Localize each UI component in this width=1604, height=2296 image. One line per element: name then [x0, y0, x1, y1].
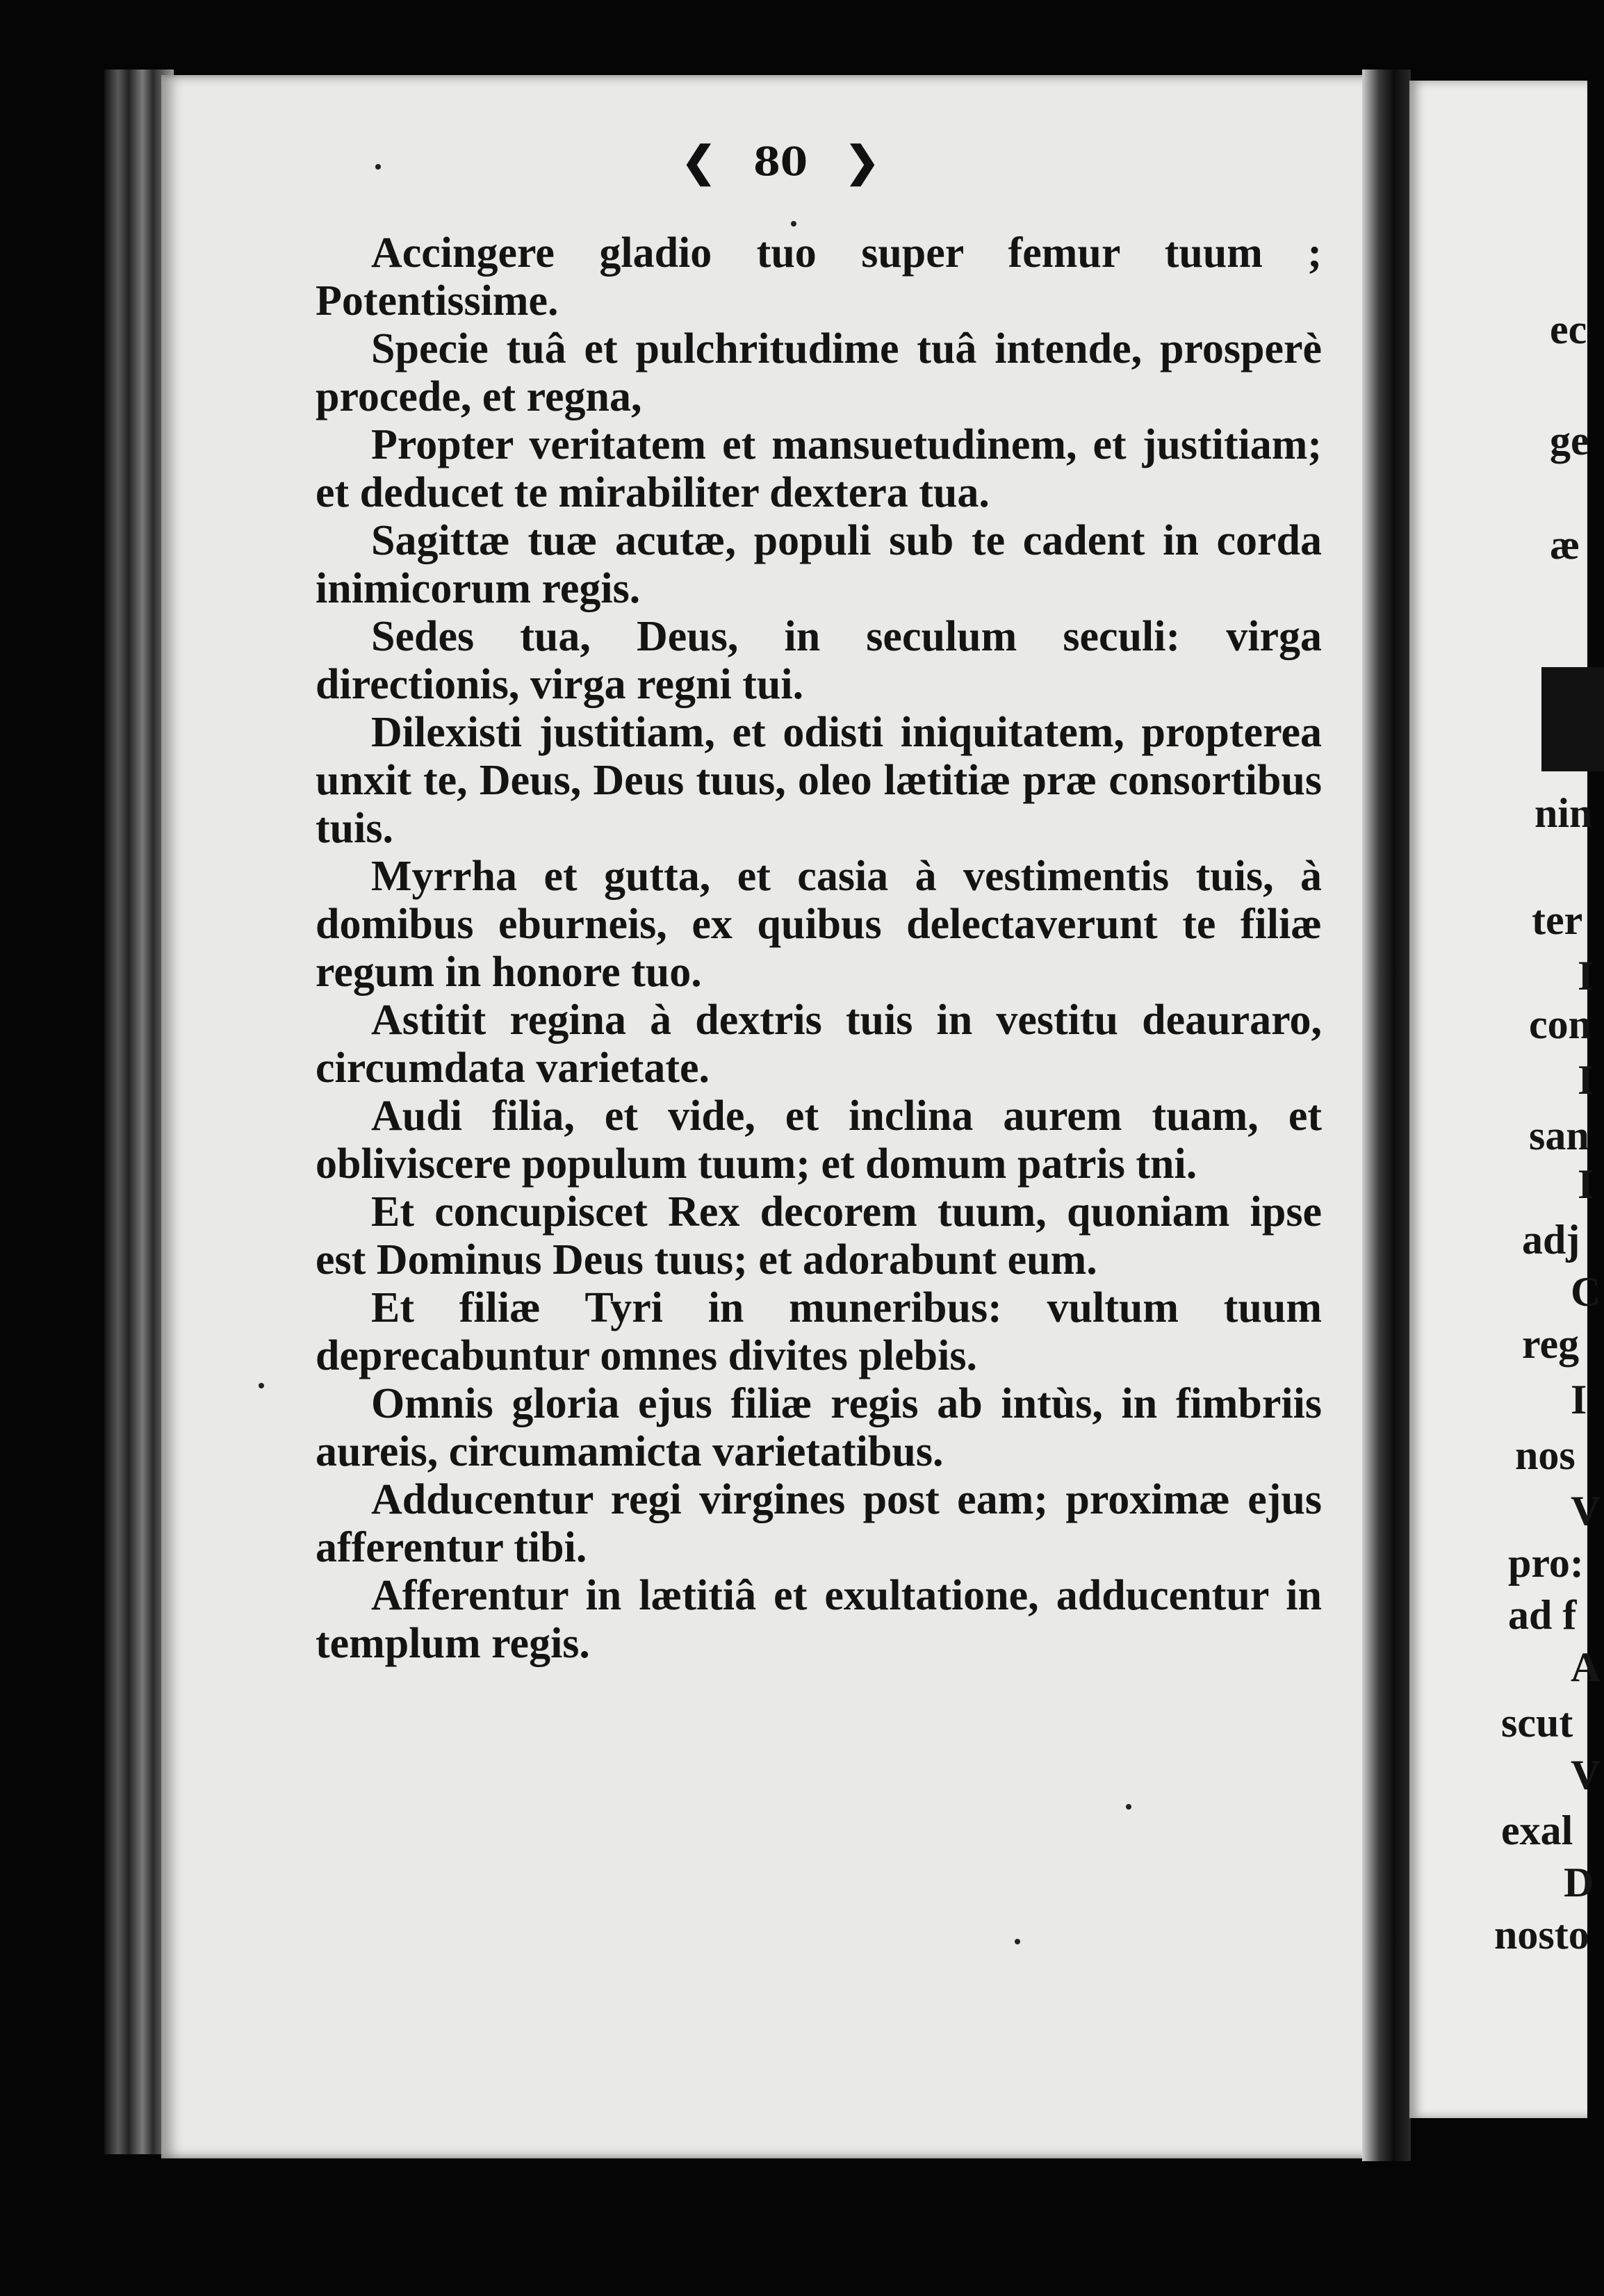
fragment-text: V: [1571, 1488, 1601, 1534]
verse: Specie tuâ et pulchritudime tuâ intende, prosperè procede, et regna,: [316, 325, 1322, 420]
verse: Astitit regina à dextris tuis in vestitu deauraro, circumdata varietate.: [316, 997, 1322, 1092]
fragment-text: nos: [1515, 1432, 1576, 1478]
fragment-text: exal: [1501, 1807, 1573, 1853]
verse: Adducentur regi virgines post eam; proximæ ejus afferentur tibi.: [316, 1476, 1322, 1571]
fragment-text: I: [1578, 953, 1594, 999]
paper-speck: [791, 221, 796, 227]
verse: Omnis gloria ejus filiæ regis ab intùs, in fimbriis aureis, circumamicta varietatibus.: [316, 1380, 1322, 1475]
fragment-text: A: [1571, 1644, 1601, 1690]
paper-speck: [1126, 1804, 1131, 1810]
fragment-text: ad f: [1508, 1592, 1577, 1638]
fragment-text: scut: [1501, 1700, 1573, 1746]
fragment-text: I: [1578, 1161, 1594, 1207]
fragment-text: adj: [1522, 1217, 1580, 1263]
verse: Et filiæ Tyri in muneribus: vultum tuum deprecabuntur omnes divites plebis.: [316, 1284, 1322, 1379]
fragment-text: ec: [1550, 306, 1587, 352]
paper-speck: [1015, 1939, 1020, 1944]
fragment-text: I: [1578, 1057, 1594, 1103]
fragment-text: V: [1571, 1752, 1601, 1798]
fragment-text: nosto: [1494, 1912, 1589, 1958]
page-header: [161, 136, 1400, 186]
verse: Et concupiscet Rex decorem tuum, quoniam ipse est Dominus Deus tuus; et adorabunt eum.: [316, 1188, 1322, 1284]
ornament-left-icon: ❮: [681, 138, 717, 187]
fragment-text: reg: [1522, 1321, 1580, 1367]
verse: Audi filia, et vide, et inclina aurem tuam, et obliviscere populum tuum; et domum patris tni.: [316, 1092, 1322, 1188]
page-number: 80: [753, 139, 808, 186]
fragment-text: I: [1571, 1377, 1587, 1422]
fragment-text: ter: [1532, 897, 1583, 943]
verse: Sedes tua, Deus, in seculum seculi: virga directionis, virga regni tui.: [316, 613, 1322, 708]
fragment-text: nin: [1535, 790, 1593, 836]
paper-speck: [259, 1383, 264, 1388]
verse: Afferentur in lætitiâ et exultatione, adducentur in templum regis.: [316, 1572, 1322, 1667]
fragment-text: pro:: [1508, 1540, 1584, 1586]
psalm-text: [316, 229, 1322, 1668]
right-page-text-fragments: [1411, 0, 1601, 2296]
verse: Dilexisti justitiam, et odisti iniquitatem, propterea unxit te, Deus, Deus tuus, oleo lætitiæ præ consortibus tuis.: [316, 709, 1322, 852]
book-gutter: [1362, 69, 1411, 2161]
verse: Accingere gladio tuo super femur tuum ; Potentissime.: [316, 229, 1322, 325]
ornament-right-icon: ❯: [844, 138, 880, 187]
drop-cap-initial: [1541, 667, 1604, 771]
fragment-text: con: [1529, 1001, 1591, 1047]
verse: Myrrha et gutta, et casia à vestimentis tuis, à domibus eburneis, ex quibus delectaverunt te filiæ regum in honore tuo.: [316, 853, 1322, 996]
fragment-text: æ: [1550, 522, 1580, 568]
fragment-text: D: [1564, 1860, 1594, 1905]
paper-speck: [375, 164, 381, 170]
fragment-text: san: [1529, 1113, 1589, 1158]
fragment-text: ge: [1550, 418, 1589, 464]
verse: Propter veritatem et mansuetudinem, et justitiam; et deducet te mirabiliter dextera tua.: [316, 421, 1322, 516]
fragment-text: C: [1571, 1269, 1601, 1315]
verse: Sagittæ tuæ acutæ, populi sub te cadent in corda inimicorum regis.: [316, 517, 1322, 612]
